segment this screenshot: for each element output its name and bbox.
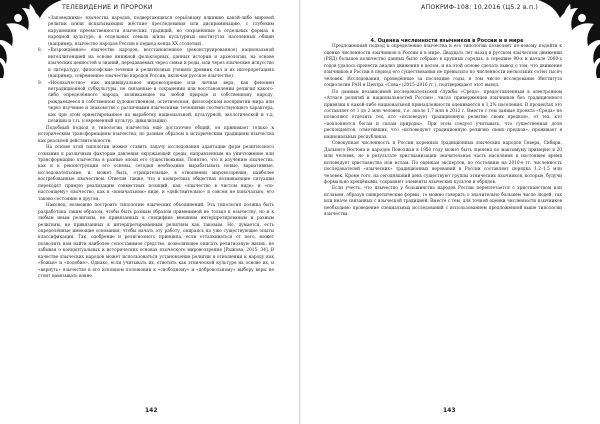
list-item: 7. «Заповедники» язычества народов, подвергающихся серьёзному влиянию какой-либо мировой религии и/или испытывающих жёсткие преследования или дискриминацию, с глубоким нарушением преемственности языческих традиций, но сохранённые в отдельных формах в народной культуре, в отдельных семьях и/или культурных институтах населенных общин (например, язычество народов России в период конца ХХ столетия). xyxy=(38,16,274,47)
page-number: 143 xyxy=(443,407,456,414)
body-paragraph: Подобный подход в типологии язычества ещё достаточно общий, он принимает только к историческим трансформациям язычества, но разным образом к историческим традициям язычества как реальной действительности. xyxy=(38,125,274,144)
list-item: 8. «Возрождённое» язычество народов, восстановленное (реконструированное) национальной интеллигенцией на основе книжной фольклорных, данных истории и археологии, на основе языческих ценностей и знаний, передаваемых через семьи и роды, или через языческие искусство и литературу, философские течения и религиозных учениях древних сил и их интерпретациях (например, современное язычество народов России, включая русское язычество). xyxy=(38,48,274,80)
running-header: АПОКРИФ-108: 10.2016 (Ц5.2 в.п.) xyxy=(421,4,538,11)
body-paragraph: На основе этой типологии можно ставить задачу исследования адаптации форм религиозного сознания к различным факторам давления окружающей среды, направленным на уничтожение или трансформацию язычества в разные эпохи его существования. Понятно, что к изучению язычества, как и к реконструкции его основы, сегодня необходимо вырабатывать новые, вариативные, исследовательские, и, может быть, отрицательные, в отношении мировоззрения, наиболее востребованные язычеством. Ответив также, что в конкретных обществах возникающие ситуации переходят прямую реализацию совместных позиций, как «язычество в чистом виде» и «по-настоящему» язычество, как в «изначальном» виде, и «действительно» и совсем не изначально, его таково состояние в другом. xyxy=(38,145,274,202)
body-paragraph: Совокупная численность в России коренных традиционных языческих народов Севера, Сибири, Дальнего Востока и народов Поволжья в 1950 году может быть оценена по максимуму примерно в 20 млн человек, но в результате христианизации значительная часть населения в настоящее время исповедует христианство или ислам. По оценкам экспертов, по состоянию на 2010-е гг. численность последователей «языческих» традиционных верований в России составляет порядка 1,2–1,5 млн человек. Кроме того, на сегодняшний день существуют группы этнических язычников, которые, будучи формально крещёными, сохраняют элементы языческих культов и обрядов. xyxy=(324,141,562,185)
right-page-body xyxy=(324,38,562,219)
page-number: 142 xyxy=(145,407,158,414)
list-item: 9. «Неоязычество» как индивидуальное мировоззрение или личная вера, как феномен нетрадиционной субкультуры, не связанные в сохранении или восстановлении религии какого-либо определённого народа, возникающее на любой природе и собственному народу, рождающееся в собственном художественном, эстетическом, философском восприятии мира или через изучение и знакомство с различными языческими течениями соответствующего характера, как при этом ориентированное на выработку национальной, культурной, экологической и т.д. позиции и т.п. (современный культур, цивилизации). xyxy=(38,80,274,125)
body-paragraph: Предложенный подход к определению язычества и его типологии позволяет по-новому подойти к оценке численности язычников в России и в мире. Двадцать лет назад в русском языческом движении (РЯД) большое количество данных было собрано в крупных городах, в середине 90-х и начале 2000-х годов удалось провести анализ движения в целом, и на этой основе сделать вывод о том, что движение язычников в России в период его существования не превысило по численности нескольких сотен тысяч человек. Исследования, проведённые за последние годы, в том числе исследование Института социологии РАН и Центра «Сова» (2015–2016 гг.), подтверждают этот вывод. xyxy=(324,44,562,89)
running-header: ТЕЛЕВИДЕНИЕ И ПРОРОКИ xyxy=(62,4,153,11)
body-paragraph: Если учесть, что язычество у большинства народов России переплетается с христианством или исламом, образуя синкретические формы, то можно говорить о значительно большем числе людей, так или иначе связанных с языческой традицией. Вместе с тем, для точной оценки численности язычников необходимо проведение специальных исследований с использованием предложенной выше типологии язычества. xyxy=(324,186,562,218)
right-page xyxy=(300,0,600,424)
left-page-body xyxy=(38,16,274,281)
body-paragraph: По данным независимой исследовательской службы «Среда», предоставленным в электронном «Атласе религий и национальностей России», число приверженцев язычников без традиционного привязки к какой-либо национальной принадлежности оценивается в 1,2% населения. В процентах это составляет от 1 до 2 млн человек, т.е. около 1,7 млн в 2012 г. Вместе с тем данные проекта «Среда» не позволяют отделить тех, кто «исповедует традиционную религию своих предков», от тех, кто «поклоняется богам и силам природы». При этом следует учитывать, что существенная доля респондентов, отметивших, что «исповедуют традиционную религию своих предков», проживает в национальных республиках. xyxy=(324,89,562,140)
section-title: 4. Оценка численности язычников в России и в мире xyxy=(370,38,524,44)
body-paragraph: Наконец, возможно построить типологию языческих объединений. Эта типология должна быть разработана таким образом, чтобы быть разным образом применимой не только к язычеству, но и к любым иным религиям, не привязанных к специфике внешним интерпретированым и разным религиям, не привязанных к интерпретированным религиям как таковым. Но, думается, есть определённые имеющие основания, чтобы начать эту работу, опираясь на уже существующие опыты классификации. Так, одобрение и религиозного принципа, если отталкиваться от него, может позволить нам найти наиболее сопоставимое средство, позволяющее описать религиозную жизнь, не забывая о концептуальных и исторических основах языческого мировоззрения [Рыжова, 2015: 34]. В качестве языческих народов может использоваться установление религии в отношении к народу как «божьи» и «подобие». Однако, если учитывать их, ответить как этнической культуре на основе их, и «вернуть» язычество в его исконном положении к «свободному» и «добровольному» выбору веры не стоит навязывать извне. xyxy=(38,203,274,280)
